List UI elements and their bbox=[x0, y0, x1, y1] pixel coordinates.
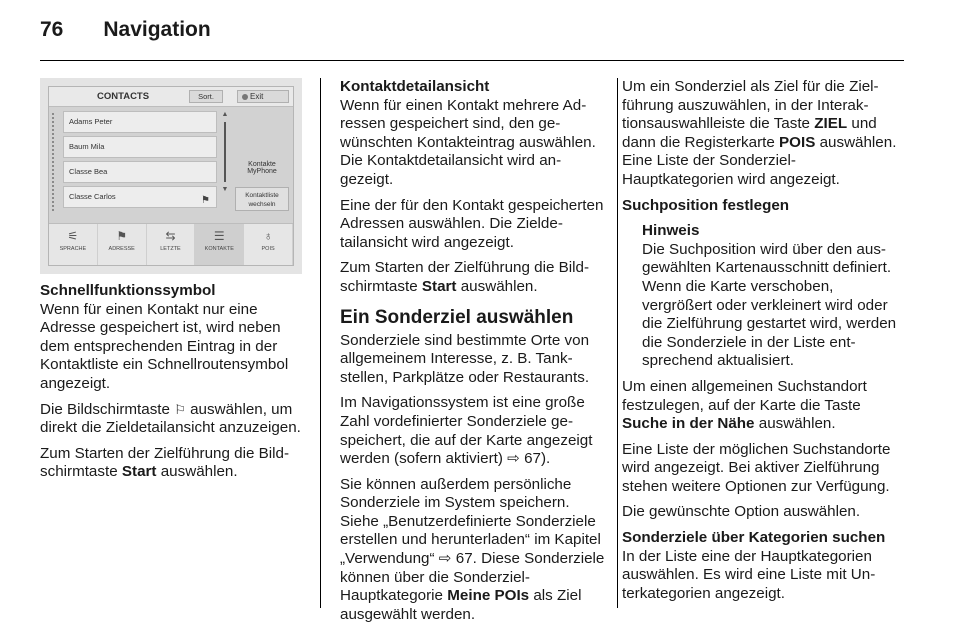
tab-label: KONTAKTE bbox=[204, 246, 234, 252]
paragraph bbox=[340, 476, 608, 625]
flag-icon: ⚑ bbox=[201, 195, 210, 206]
text: Um ein Sonderziel als Ziel für die Zielführung auszuwählen, in der Interaktionsauswahlleiste die Taste bbox=[622, 78, 879, 133]
recent-icon: ⇆ bbox=[165, 229, 176, 243]
section-heading: Suchposition festlegen bbox=[622, 196, 790, 214]
contact-name: Classe Carlos bbox=[69, 192, 116, 201]
header-rule bbox=[40, 60, 904, 61]
paragraph: In der Liste eine der Hauptkategorien auswählen. Es wird eine Liste mit Unterkategorien angezeigt. bbox=[622, 547, 876, 602]
text: Die Bildschirmtaste bbox=[40, 400, 170, 418]
menu-ref: Meine POIs bbox=[447, 587, 530, 605]
sort-button: Sort. bbox=[189, 90, 223, 103]
paragraph bbox=[622, 78, 906, 190]
column-divider bbox=[617, 78, 618, 608]
contact-source-label: Kontakte MyPhone bbox=[247, 161, 277, 175]
tab-label: LETZTE bbox=[160, 246, 181, 252]
tab-label: ADRESSE bbox=[108, 246, 135, 252]
tab-label: SPRACHE bbox=[59, 246, 87, 252]
flag-icon: ⚐ bbox=[174, 401, 186, 417]
paragraph: Sonderziele sind bestimmte Orte von allgemeinem Interesse, z. B. Tankstellen, Parkplätze oder Restaurants. bbox=[340, 331, 590, 386]
note-text: Die Suchposition wird über den ausgewählten Kartenausschnitt definiert. Wenn die Karte verschoben, vergrößert oder verkleinert wird oder die Zielführung gestartet wird, werden die Sonderziele in der Liste entsprechend aktualisiert. bbox=[642, 240, 897, 370]
tab-ref: POIS bbox=[779, 133, 816, 151]
text: Im Navigationssystem ist eine große Zahl vordefinierter Sonderziele gespeichert, die auf der Karte angezeigt werden (sofern aktiviert) bbox=[340, 394, 593, 468]
paragraph: Die gewünschte Option auswählen. bbox=[622, 503, 861, 521]
paragraph bbox=[340, 259, 608, 296]
note-box bbox=[622, 222, 906, 371]
paragraph: Wenn für einen Kontakt mehrere Adressen gespeichert sind, den gewünschten Kontakteintrag auswählen. Die Kontaktdetailansicht wird angezeigt. bbox=[340, 96, 596, 188]
paragraph bbox=[340, 394, 608, 468]
switch-contact-list-button: Kontaktliste wechseln bbox=[235, 187, 289, 211]
text: auswählen. bbox=[160, 463, 238, 481]
text: Zum Starten der Zielführung die Bildschirmtaste bbox=[40, 444, 290, 481]
contact-name: Adams Peter bbox=[69, 117, 113, 126]
text: und dann die Registerkarte bbox=[622, 115, 877, 151]
screen-title: CONTACTS bbox=[97, 91, 150, 102]
text: 67. Diese Sonderziele können über die Sonderziel-Hauptkategorie bbox=[340, 550, 605, 605]
button-ref: Start bbox=[121, 463, 157, 481]
paragraph bbox=[40, 445, 306, 482]
reference-arrow-icon: ⇨ bbox=[507, 450, 520, 468]
paragraph: Eine der für den Kontakt gespeicherten Adressen auswählen. Die Zieldetailansicht wird angezeigt. bbox=[340, 196, 604, 251]
paragraph bbox=[40, 401, 306, 438]
section-heading: Sonderziele über Kategorien suchen bbox=[622, 529, 886, 547]
text: Zum Starten der Zielführung die Bildschirmtaste bbox=[340, 259, 590, 295]
text: auswählen, um direkt die Zieldetailansicht anzuzeigen. bbox=[40, 400, 301, 437]
text: als Ziel ausgewählt werden. bbox=[340, 587, 582, 623]
column-1 bbox=[40, 78, 306, 489]
text: auswählen. bbox=[758, 415, 836, 433]
page-header bbox=[40, 18, 211, 48]
section-heading: Schnellfunktionssymbol bbox=[40, 282, 216, 299]
contacts-icon: ☰ bbox=[213, 229, 225, 243]
flag-icon: ⚑ bbox=[116, 229, 128, 243]
chevron-down-icon: ▼ bbox=[221, 186, 229, 193]
button-ref: ZIEL bbox=[814, 115, 848, 133]
contact-name: Classe Bea bbox=[69, 167, 108, 176]
contact-name: Baum Mila bbox=[69, 142, 105, 151]
paragraph bbox=[622, 378, 906, 434]
column-divider bbox=[320, 78, 321, 608]
reference-arrow-icon: ⇨ bbox=[438, 550, 452, 568]
tab-label: POIS bbox=[261, 246, 275, 252]
text: auswählen. Eine Liste der Sonderziel-Hauptkategorien wird angezeigt. bbox=[622, 133, 897, 188]
page-number: 76 bbox=[40, 18, 64, 41]
paragraph: Eine Liste der möglichen Suchstandorte wird angezeigt. Bei aktiver Zielführung stehen weitere Optionen zur Verfügung. bbox=[622, 440, 891, 495]
chevron-up-icon: ▲ bbox=[221, 111, 229, 118]
column-2 bbox=[340, 78, 608, 631]
voice-icon: ⚟ bbox=[67, 229, 79, 243]
text: auswählen. bbox=[460, 277, 538, 295]
button-ref: Suche in der Nähe bbox=[622, 415, 755, 433]
section-heading: Kontaktdetailansicht bbox=[340, 78, 490, 95]
exit-label: Exit bbox=[250, 92, 264, 101]
button-ref: Start bbox=[421, 277, 457, 295]
paragraph: Wenn für einen Kontakt nur eine Adresse gespeichert ist, wird neben dem entsprechenden Eintrag in der Kontaktliste ein Schnellroutensymbol angezeigt. bbox=[40, 300, 289, 392]
page-title: Navigation bbox=[103, 18, 211, 41]
poi-icon: ♁ bbox=[263, 229, 273, 243]
column-3 bbox=[622, 78, 906, 610]
section-title: Ein Sonderziel auswählen bbox=[340, 306, 574, 328]
text: Sie können außerdem persönliche Sonderziele im System speichern. Siehe „Benutzerdefinierte Sonderziele erstellen und herunterladen“ im Kapitel „Verwendung“ bbox=[340, 475, 601, 568]
text: 67). bbox=[524, 450, 551, 468]
note-title: Hinweis bbox=[642, 222, 700, 240]
text: Um einen allgemeinen Suchstandort festzulegen, auf der Karte die Taste bbox=[622, 377, 867, 414]
